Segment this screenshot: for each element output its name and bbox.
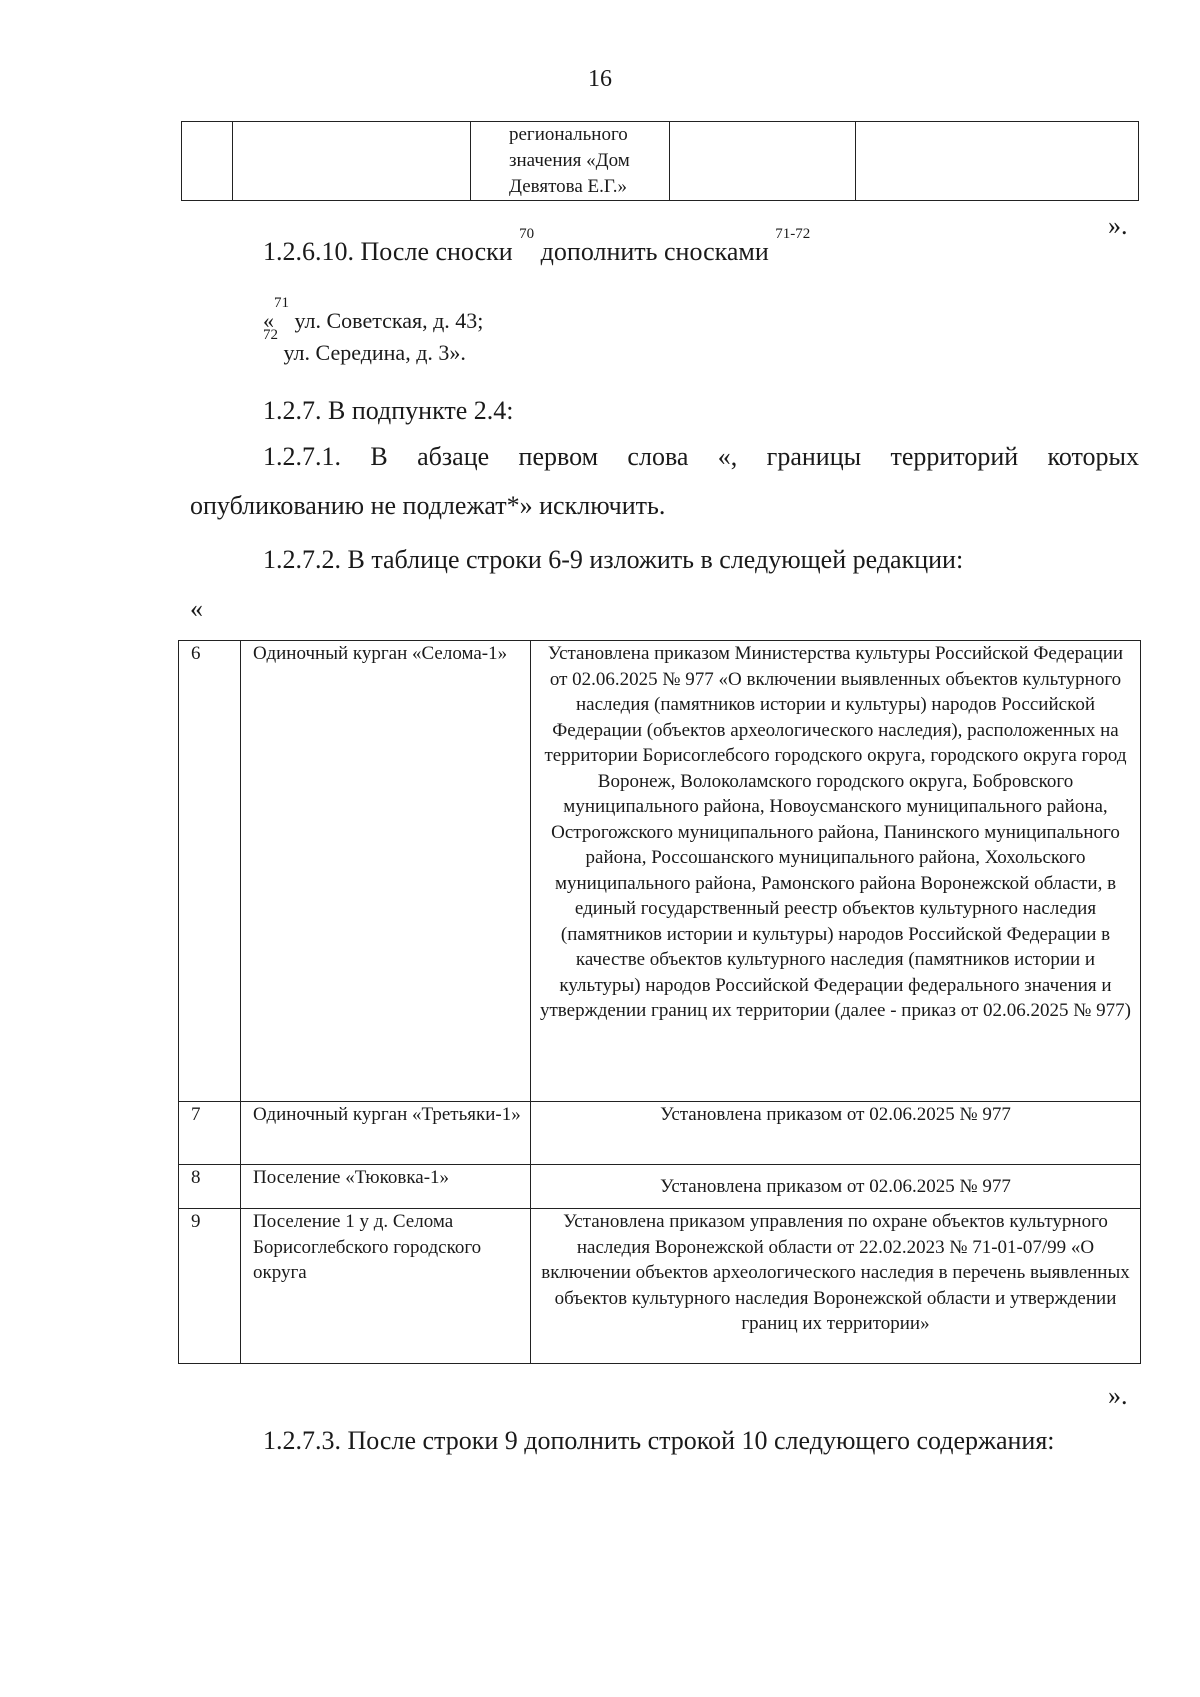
table-row — [179, 641, 1141, 1102]
footnote-number: 72 — [263, 327, 278, 343]
table-row — [179, 1209, 1141, 1364]
paragraph-1-2-7-1-line1: 1.2.7.1. В абзаце первом слова «, границы территорий которых — [263, 442, 1139, 471]
footnote-ref: 71-72 — [775, 226, 811, 242]
paragraph-1-2-7: 1.2.7. В подпункте 2.4: — [263, 396, 514, 425]
table-row — [179, 1102, 1141, 1165]
paragraph-1-2-6-10 — [263, 226, 811, 268]
object-name-cell — [471, 122, 670, 201]
table-row — [179, 1165, 1141, 1209]
quote-mark: « — [263, 308, 274, 333]
closing-quote: ». — [1108, 211, 1128, 240]
footnote-text: ул. Середина, д. 3». — [278, 340, 466, 365]
paragraph-text: дополнить сносками — [534, 237, 776, 266]
footnote-71 — [263, 295, 484, 337]
cell-text-line: Девятова Е.Г.» — [509, 176, 627, 197]
object-name: Поселение 1 у д. Селома Борисоглебского городского округа — [241, 1209, 531, 1364]
heritage-objects-table — [178, 640, 1141, 1364]
paragraph-1-2-7-1-line2: опубликованию не подлежат*» исключить. — [190, 491, 666, 520]
top-table-fragment — [181, 121, 1139, 201]
table-cell — [182, 122, 233, 201]
footnote-72 — [263, 327, 466, 369]
opening-quote: « — [190, 594, 203, 623]
row-number: 7 — [179, 1102, 241, 1165]
table-cell — [233, 122, 471, 201]
cell-text-line: регионального — [509, 124, 628, 145]
paragraph-1-2-7-3: 1.2.7.3. После строки 9 дополнить строкой 10 следующего содержания: — [263, 1426, 1055, 1455]
closing-quote: ». — [1108, 1381, 1128, 1410]
boundary-basis: Установлена приказом от 02.06.2025 № 977 — [531, 1165, 1141, 1209]
row-number: 9 — [179, 1209, 241, 1364]
cell-text-line: значения «Дом — [509, 150, 630, 171]
boundary-basis: Установлена приказом Министерства культуры Российской Федерации от 02.06.2025 № 977 «О включении выявленных объектов культурного наследия (памятников истории и культуры) народов Российской Федерации (объектов археологического наследия), расположенных на территории Борисоглебсого городского округа, городского округа город Воронеж, Волоколамского городского округа, Бобровского муниципального района, Новоусманского муниципального района, Острогожского муниципального района, Панинского муниципального района, Россошанского муниципального района, Хохольского муниципального района, Рамонского района Воронежской области, в единый государственный реестр объектов культурного наследия (памятников истории и культуры) народов Российской Федерации в качестве объектов культурного наследия (памятников истории и культуры) народов Российской Федерации федерального значения и утверждении границ их территории (далее - приказ от 02.06.2025 № 977) — [531, 641, 1141, 1102]
footnote-ref: 70 — [519, 226, 535, 242]
row-number: 8 — [179, 1165, 241, 1209]
table-cell — [856, 122, 1139, 201]
footnote-text: ул. Советская, д. 43; — [289, 308, 484, 333]
object-name: Одиночный курган «Третьяки-1» — [241, 1102, 531, 1165]
row-number: 6 — [179, 641, 241, 1102]
boundary-basis: Установлена приказом управления по охране объектов культурного наследия Воронежской области от 22.02.2023 № 71-01-07/99 «О включении объектов археологического наследия в перечень выявленных объектов культурного наследия Воронежской области и утверждении границ их территории» — [531, 1209, 1141, 1364]
footnote-number: 71 — [274, 295, 289, 311]
paragraph-text: 1.2.6.10. После сноски — [263, 237, 520, 266]
object-name: Поселение «Тюковка-1» — [241, 1165, 531, 1209]
object-name: Одиночный курган «Селома-1» — [241, 641, 531, 1102]
boundary-basis: Установлена приказом от 02.06.2025 № 977 — [531, 1102, 1141, 1165]
paragraph-1-2-7-2: 1.2.7.2. В таблице строки 6-9 изложить в следующей редакции: — [263, 545, 964, 574]
table-cell — [670, 122, 856, 201]
page-number: 16 — [588, 66, 612, 92]
